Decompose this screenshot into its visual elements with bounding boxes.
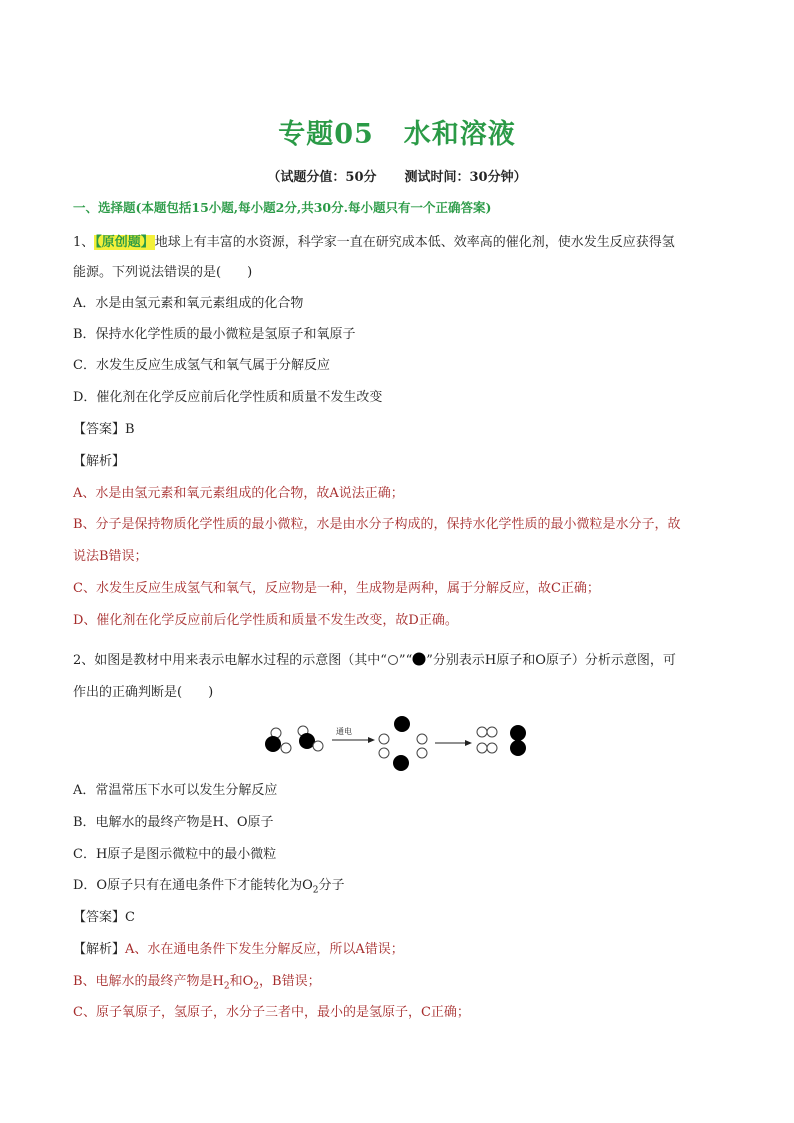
q1-stem xyxy=(73,234,733,252)
q2-option-d-end: 分子 xyxy=(318,878,345,893)
q2-answer: 【答案】C xyxy=(73,910,135,925)
q2-option-b: B．电解水的最终产物是H、O原子 xyxy=(73,815,274,830)
q2-option-d-text: D．O原子只有在通电条件下才能转化为O xyxy=(73,878,313,893)
q2-analysis-b-mid: 和O xyxy=(229,974,254,989)
q2-option-d xyxy=(73,877,733,895)
water-molecule xyxy=(298,726,323,751)
q1-option-a: A．水是由氢元素和氧元素组成的化合物 xyxy=(73,296,304,311)
title-topic-name: 水和溶液 xyxy=(403,119,516,150)
arrow-head-icon xyxy=(465,740,472,746)
q2-analysis-b-sub2: 2 xyxy=(253,981,260,992)
q2-analysis-a-text: A、水在通电条件下发生分解反应，所以A错误； xyxy=(125,942,404,957)
q1-tag: 【原创题】 xyxy=(95,235,154,250)
q1-stem-text: 地球上有丰富的水资源，科学家一直在研究成本低、效率高的催化剂，使水发生反应获得氢 xyxy=(154,235,675,250)
q1-option-b: B．保持水化学性质的最小微粒是氢原子和氧原子 xyxy=(73,327,356,342)
arrow-head-icon xyxy=(368,737,375,743)
q2-analysis-a xyxy=(73,941,733,959)
q2-analysis-c: C、原子氧原子，氢原子，水分子三者中，最小的是氢原子，C正确； xyxy=(73,1005,470,1020)
q1-answer: 【答案】B xyxy=(73,422,135,437)
exam-time: 测试时间：30分钟） xyxy=(404,170,527,185)
q2-stem-part3: ”分别表示H原子和O原子）分析示意图，可 xyxy=(426,653,676,668)
q1-analysis-b-cont: 说法B错误； xyxy=(73,549,148,564)
arrow-label: 通电 xyxy=(336,727,352,736)
q2-stem xyxy=(73,652,733,670)
q2-stem-part2: ”“ xyxy=(398,653,413,668)
exam-score: （试题分值：50分 xyxy=(267,170,377,185)
q1-analysis-b: B、分子是保持物质化学性质的最小微粒，水是由水分子构成的，保持水化学性质的最小微粒是水分子，故 xyxy=(73,517,681,532)
oxygen-molecule xyxy=(510,725,526,756)
q1-analysis-d: D、催化剂在化学反应前后化学性质和质量不发生改变，故D正确。 xyxy=(73,613,458,628)
q2-option-d-subscript: 2 xyxy=(312,885,319,896)
q1-analysis-c: C、水发生反应生成氢气和氧气，反应物是一种，生成物是两种，属于分解反应，故C正确； xyxy=(73,581,600,596)
section-heading: 一、选择题(本题包括15小题,每小题2分,共30分.每小题只有一个正确答案) xyxy=(73,200,492,215)
hydrogen-molecules xyxy=(477,727,497,753)
hydrogen-atom-icon xyxy=(387,654,399,666)
q1-stem-line2: 能源。下列说法错误的是( ) xyxy=(73,265,253,280)
q2-analysis-b xyxy=(73,973,733,991)
q1-number: 1、 xyxy=(73,235,95,250)
q1-option-c: C．水发生反应生成氢气和氧气属于分解反应 xyxy=(73,358,330,373)
q2-analysis-label: 【解析】 xyxy=(73,942,126,957)
q2-stem-part1: 2、如图是教材中用来表示电解水过程的示意图（其中“ xyxy=(73,653,387,668)
page-title xyxy=(0,112,794,151)
exam-info xyxy=(0,166,794,185)
q2-analysis-b-text: B、电解水的最终产物是H xyxy=(73,974,224,989)
q2-option-c: C．H原子是图示微粒中的最小微粒 xyxy=(73,847,277,862)
q1-analysis-label: 【解析】 xyxy=(73,454,126,469)
electrolysis-diagram xyxy=(262,712,532,772)
q2-analysis-b-sub1: 2 xyxy=(223,981,230,992)
title-topic-number: 专题05 xyxy=(278,119,374,150)
oxygen-atom-icon xyxy=(412,652,426,666)
separated-atoms xyxy=(379,716,427,771)
q1-option-d: D．催化剂在化学反应前后化学性质和质量不发生改变 xyxy=(73,390,383,405)
q2-option-a: A．常温常压下水可以发生分解反应 xyxy=(73,783,278,798)
q1-analysis-a: A、水是由氢元素和氧元素组成的化合物，故A说法正确； xyxy=(73,486,404,501)
water-molecule xyxy=(265,728,291,753)
q2-analysis-b-end: ，B错误； xyxy=(259,974,321,989)
q2-stem-line2: 作出的正确判断是( ) xyxy=(73,685,214,700)
